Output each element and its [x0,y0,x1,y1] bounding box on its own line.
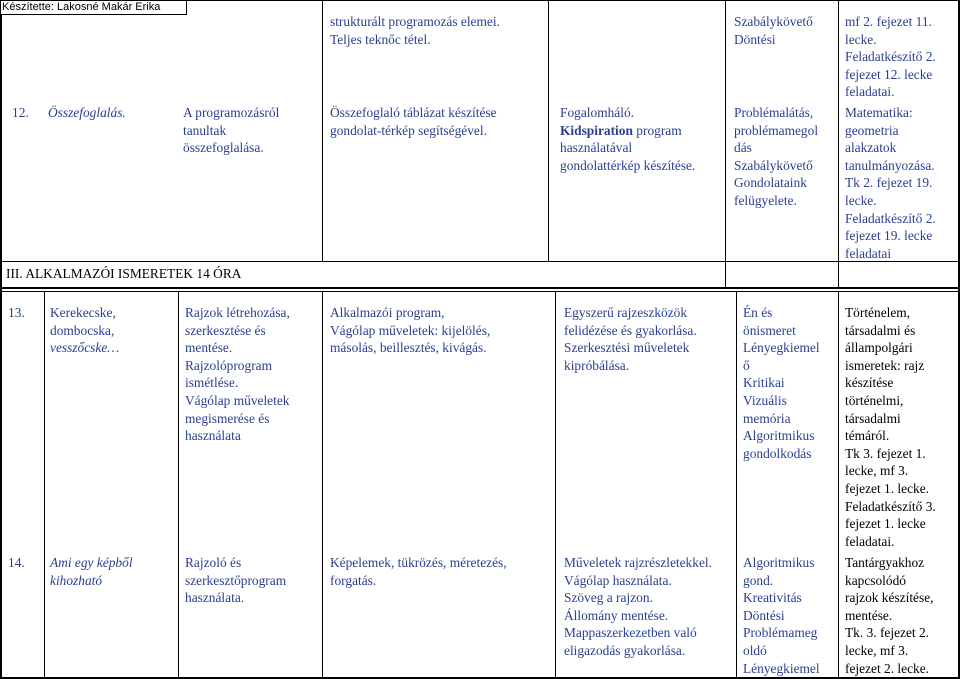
row14-competencies: Algoritmikus gond. Kreativitás Döntési Problémameg oldó Lényegkiemel [743,555,820,676]
row13-tools: Egyszerű rajzeszközök felidézése és gyakorlása. Szerkesztési műveletek kipróbálása. [564,305,697,373]
table-rule-section-top [0,261,960,262]
row13-goal: Rajzok létrehozása, szerkesztése és mentése. Rajzolóprogram ismétlése. Vágólap műveletek megismerése és használata [185,305,290,444]
row12-title: Összefoglalás. [48,105,126,120]
table-col-divider [555,291,556,679]
row14-content: Képelemek, tükrözés, méretezés, forgatás. [330,555,507,588]
row12-content: Összefoglaló táblázat készítése gondolat-térkép segítségével. [330,105,497,138]
continued-row-content: strukturált programozás elemei. Teljes teknőc tétel. [330,14,500,47]
table-col-divider [322,291,323,679]
row14-number: 14. [8,555,25,570]
row13-title-italic: vesszőcske… [50,340,120,356]
row12-connections: Matematika: geometria alakzatok tanulmányozása. Tk 2. fejezet 19. lecke. Feladatkészítő 2. fejezet 19. lecke feladatai [845,105,936,261]
row13-connections: Történelem, társadalmi és állampolgári ismeretek: rajz készítése történelmi, társadalmi témáról. Tk 3. fejezet 1. lecke, mf 3. fejezet 1. lecke. Feladatkészítő 3. fejezet 1. lecke feladatai. [845,305,936,549]
table-col-divider [0,0,2,679]
row14-title: Ami egy képből kihozható [50,555,133,588]
row13-content: Alkalmazói program, Vágólap műveletek: kijelölés, másolás, beillesztés, kivágás. [330,305,491,356]
row13-title-plain: Kerekecske, dombocska, [50,305,116,338]
row12-tools [560,104,695,174]
row14-connections: Tantárgyakhoz kapcsolódó rajzok készítése, mentése. Tk. 3. fejezet 2. lecke, mf 3. fejezet 2. lecke. [845,555,934,676]
row12-tools-post: program használatával gondolattérkép készítése. [560,122,696,173]
row12-number: 12. [12,105,29,120]
table-col-divider [838,291,839,679]
row13-title [50,304,119,357]
row12-tools-bold: Kidspiration [560,122,633,138]
table-col-divider [178,291,179,679]
table-rule-mid [0,291,960,292]
table-col-divider [736,291,737,679]
row12-tools-pre: Fogalomháló. [560,105,635,120]
row13-number: 13. [8,305,25,320]
table-col-divider [322,0,323,261]
author-header: Készítette: Lakosné Makár Erika [0,0,187,15]
row13-competencies: Én és önismeret Lényegkiemel ő Kritikai Vizuális memória Algoritmikus gondolkodás [743,305,820,461]
table-col-divider [44,291,45,679]
row12-competencies: Problémalátás, problémamegol dás Szabálykövető Gondolataink felügyelete. [734,105,819,208]
table-col-divider [548,0,549,261]
continued-row-connections: mf 2. fejezet 11. lecke. Feladatkészítő 2. fejezet 12. lecke feladatai. [845,14,936,100]
row14-tools: Műveletek rajzrészletekkel. Vágólap használata. Szöveg a rajzon. Állomány mentése. Mappaszerkezetben való eligazodás gyakorlása. [564,555,712,658]
continued-row-competencies: Szabálykövető Döntési [734,14,813,47]
table-rule-section-bottom [0,287,960,289]
row14-goal: Rajzoló és szerkesztőprogram használata. [185,555,287,606]
row12-goal: A programozásról tanultak összefoglalása. [183,105,280,156]
table-col-divider [838,0,839,287]
section-title: III. ALKALMAZÓI ISMERETEK 14 ÓRA [6,266,242,281]
table-col-divider [725,0,726,287]
